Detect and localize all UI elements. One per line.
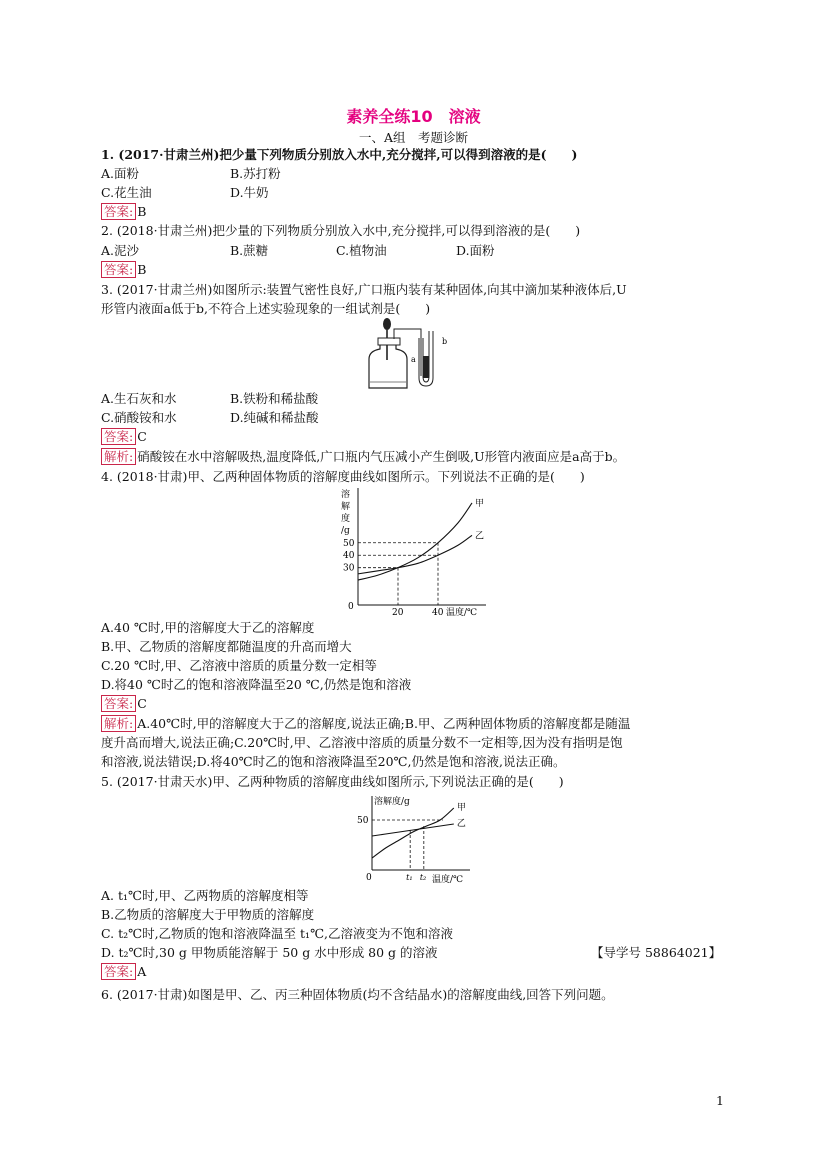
origin-label: 0 [366, 873, 372, 883]
page-number: 1 [716, 1093, 724, 1108]
q3-option-d: D.纯碱和稀盐酸 [230, 410, 319, 425]
question-3-text-line1: 3. (2017·甘肃兰州)如图所示:装置气密性良好,广口瓶内装有某种固体,向其中滴加某种液体后,U [101, 282, 627, 297]
q4-option-a: A.40 ℃时,甲的溶解度大于乙的溶解度 [101, 620, 315, 635]
y-axis-label: 解 [341, 502, 351, 512]
q3-apparatus-figure [345, 316, 465, 392]
page-title: 素养全练10 溶液 [346, 107, 481, 126]
wide-mouth-bottle [369, 345, 407, 388]
analysis-text: A.40℃时,甲的溶解度大于乙的溶解度,说法正确;B.甲、乙两种固体物质的溶解度都是随温 [137, 716, 631, 731]
q2-option-d: D.面粉 [456, 243, 495, 258]
answer-tag: 答案: [101, 963, 136, 980]
answer-tag: 答案: [101, 261, 136, 278]
y-axis-label: 度 [341, 514, 351, 524]
answer-value: B [137, 262, 147, 277]
bottle-stopper [378, 338, 400, 345]
origin-label: 0 [348, 602, 354, 612]
series-label: 乙 [475, 531, 485, 542]
section-heading: 一、A组 考题诊断 [358, 130, 469, 145]
q3-option-b: B.铁粉和稀盐酸 [230, 391, 319, 406]
q1-option-a: A.面粉 [101, 166, 140, 181]
answer-tag: 答案: [101, 428, 136, 445]
analysis-tag: 解析: [101, 715, 136, 732]
question-5-text: 5. (2017·甘肃天水)甲、乙两种物质的溶解度曲线如图所示,下列说法正确的是( ) [101, 774, 564, 789]
x-axis-label: 温度/℃ [446, 608, 478, 618]
q2-option-b: B.蔗糖 [230, 243, 269, 258]
y-tick-label: 30 [343, 563, 355, 574]
dropper-bulb [383, 318, 391, 330]
label-b: b [442, 337, 448, 346]
q3-option-c: C.硝酸铵和水 [101, 410, 177, 425]
q4-answer [101, 694, 147, 713]
answer-value: C [137, 429, 147, 444]
answer-value: C [137, 696, 147, 711]
analysis-text: 硝酸铵在水中溶解吸热,温度降低,广口瓶内气压减小产生倒吸,U形管内液面应是a高于b。 [137, 449, 626, 464]
u-tube-liquid [423, 356, 429, 378]
y-tick-label: 40 [343, 551, 355, 562]
series-line-甲 [358, 503, 472, 580]
answer-value: A [137, 964, 147, 979]
x-tick-label: t₂ [419, 873, 427, 882]
x-tick-label: 40 [432, 608, 444, 618]
question-1-text: 1. (2017·甘肃兰州)把少量下列物质分别放入水中,充分搅拌,可以得到溶液的是( ) [101, 147, 578, 162]
q4-analysis-line1 [101, 714, 630, 733]
q5-reference-number: 【导学号 58864021】 [591, 945, 722, 960]
series-line-乙 [358, 535, 472, 574]
series-label: 乙 [456, 819, 466, 829]
answer-tag: 答案: [101, 203, 136, 220]
q4-option-b: B.甲、乙物质的溶解度都随温度的升高而增大 [101, 639, 352, 654]
y-tick-label: 50 [343, 538, 355, 549]
q1-option-b: B.苏打粉 [230, 166, 281, 181]
q5-option-c: C. t₂℃时,乙物质的饱和溶液降温至 t₁℃,乙溶液变为不饱和溶液 [101, 926, 454, 941]
q4-option-d: D.将40 ℃时乙的饱和溶液降温至20 ℃,仍然是饱和溶液 [101, 677, 412, 692]
question-4-text: 4. (2018·甘肃)甲、乙两种固体物质的溶解度曲线如图所示。下列说法不正确的是( ) [101, 469, 585, 484]
q4-analysis-line3: 和溶液,说法错误;D.将40℃时乙的饱和溶液降温至20℃,仍然是饱和溶液,说法正确。 [101, 754, 566, 769]
question-3-text-line2: 形管内液面a低于b,不符合上述实验现象的一组试剂是( ) [101, 301, 431, 316]
x-tick-label: 20 [392, 608, 404, 618]
q1-option-c: C.花生油 [101, 185, 152, 200]
question-6-text: 6. (2017·甘肃)如图是甲、乙、丙三种固体物质(均不含结晶水)的溶解度曲线,回答下列问题。 [101, 987, 614, 1002]
y-axis-label: 溶 [341, 490, 351, 500]
series-line-乙 [372, 824, 454, 836]
answer-value: B [137, 204, 147, 219]
q2-answer [101, 260, 146, 279]
analysis-tag: 解析: [101, 448, 136, 465]
x-axis-label: 温度/℃ [432, 875, 464, 884]
series-line-甲 [372, 808, 454, 858]
q4-solubility-chart [335, 486, 495, 618]
q5-option-a: A. t₁℃时,甲、乙两物质的溶解度相等 [101, 888, 309, 903]
y-axis-label: /g [341, 526, 350, 536]
label-a: a [411, 355, 416, 364]
q5-solubility-chart [350, 792, 475, 884]
series-label: 甲 [475, 498, 485, 509]
answer-tag: 答案: [101, 695, 136, 712]
y-axis-label: 溶解度/g [374, 797, 410, 807]
q1-option-d: D.牛奶 [230, 185, 269, 200]
x-tick-label: t₁ [406, 873, 413, 882]
y-tick-label: 50 [357, 816, 369, 826]
q4-option-c: C.20 ℃时,甲、乙溶液中溶质的质量分数一定相等 [101, 658, 377, 673]
question-2-text: 2. (2018·甘肃兰州)把少量的下列物质分别放入水中,充分搅拌,可以得到溶液的是( ) [101, 223, 581, 238]
q2-option-c: C.植物油 [336, 243, 387, 258]
q4-analysis-line2: 度升高而增大,说法正确;C.20℃时,甲、乙溶液中溶质的质量分数不一定相等,因为没有指明是饱 [101, 735, 623, 750]
q5-answer [101, 962, 146, 981]
q5-option-b: B.乙物质的溶解度大于甲物质的溶解度 [101, 907, 315, 922]
q3-option-a: A.生石灰和水 [101, 391, 177, 406]
q3-analysis [101, 447, 625, 466]
series-label: 甲 [456, 803, 466, 813]
q3-answer [101, 427, 147, 446]
q5-option-d: D. t₂℃时,30 g 甲物质能溶解于 50 g 水中形成 80 g 的溶液 [101, 945, 438, 960]
q1-answer [101, 202, 146, 221]
q2-option-a: A.泥沙 [101, 243, 140, 258]
